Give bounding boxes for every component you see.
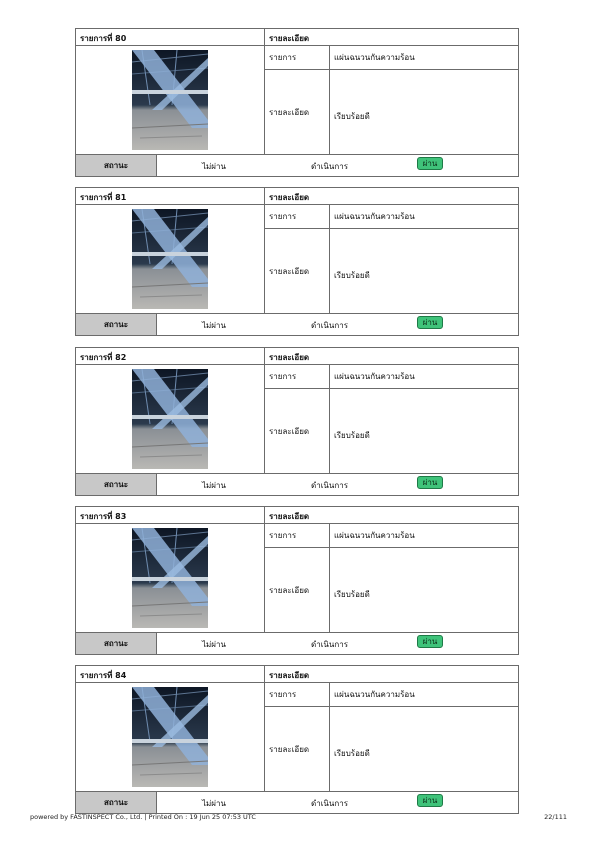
action-option[interactable]: ดำเนินการ	[311, 321, 348, 330]
action-option[interactable]: ดำเนินการ	[311, 481, 348, 490]
item-value: แผ่นฉนวนกันความร้อน	[329, 682, 519, 707]
status-row	[156, 473, 519, 496]
detail-value: เรียบร้อยดี	[329, 706, 519, 792]
status-row	[156, 154, 519, 177]
photo-cell	[75, 204, 265, 314]
pass-status-badge[interactable]: ผ่าน	[417, 157, 443, 170]
inspection-item-card	[75, 506, 519, 655]
action-option[interactable]: ดำเนินการ	[311, 799, 348, 808]
item-number-header: รายการที่ 84	[75, 665, 265, 683]
roof-structure-photo[interactable]	[132, 50, 208, 150]
roof-structure-photo[interactable]	[132, 528, 208, 628]
detail-label: รายละเอียด	[264, 69, 330, 155]
fail-option[interactable]: ไม่ผ่าน	[202, 321, 226, 330]
pass-status-badge[interactable]: ผ่าน	[417, 794, 443, 807]
photo-cell	[75, 682, 265, 792]
footer-credit: powered by FASTINSPECT Co., Ltd. | Printed On : 19 Jun 25 07:53 UTC	[30, 813, 256, 821]
item-label: รายการ	[264, 204, 330, 229]
detail-label: รายละเอียด	[264, 228, 330, 314]
inspection-item-card	[75, 28, 519, 177]
detail-value: เรียบร้อยดี	[329, 547, 519, 633]
item-number-header: รายการที่ 80	[75, 28, 265, 46]
photo-cell	[75, 523, 265, 633]
detail-value: เรียบร้อยดี	[329, 69, 519, 155]
pass-status-badge[interactable]: ผ่าน	[417, 316, 443, 329]
detail-header: รายละเอียด	[264, 187, 519, 205]
status-row	[156, 791, 519, 814]
detail-value: เรียบร้อยดี	[329, 388, 519, 474]
status-label: สถานะ	[75, 791, 157, 814]
status-label: สถานะ	[75, 473, 157, 496]
item-value: แผ่นฉนวนกันความร้อน	[329, 204, 519, 229]
status-row	[156, 313, 519, 336]
item-value: แผ่นฉนวนกันความร้อน	[329, 364, 519, 389]
item-label: รายการ	[264, 45, 330, 70]
inspection-item-card	[75, 347, 519, 496]
item-label: รายการ	[264, 523, 330, 548]
status-label: สถานะ	[75, 632, 157, 655]
inspection-item-card	[75, 665, 519, 814]
item-number-header: รายการที่ 82	[75, 347, 265, 365]
fail-option[interactable]: ไม่ผ่าน	[202, 799, 226, 808]
item-label: รายการ	[264, 364, 330, 389]
photo-cell	[75, 364, 265, 474]
detail-label: รายละเอียด	[264, 706, 330, 792]
fail-option[interactable]: ไม่ผ่าน	[202, 640, 226, 649]
detail-header: รายละเอียด	[264, 347, 519, 365]
item-value: แผ่นฉนวนกันความร้อน	[329, 523, 519, 548]
photo-cell	[75, 45, 265, 155]
inspection-item-card	[75, 187, 519, 336]
status-row	[156, 632, 519, 655]
item-value: แผ่นฉนวนกันความร้อน	[329, 45, 519, 70]
item-label: รายการ	[264, 682, 330, 707]
roof-structure-photo[interactable]	[132, 369, 208, 469]
fail-option[interactable]: ไม่ผ่าน	[202, 481, 226, 490]
detail-header: รายละเอียด	[264, 506, 519, 524]
detail-header: รายละเอียด	[264, 665, 519, 683]
action-option[interactable]: ดำเนินการ	[311, 640, 348, 649]
roof-structure-photo[interactable]	[132, 209, 208, 309]
detail-label: รายละเอียด	[264, 388, 330, 474]
page-number: 22/111	[544, 813, 567, 821]
detail-header: รายละเอียด	[264, 28, 519, 46]
pass-status-badge[interactable]: ผ่าน	[417, 476, 443, 489]
detail-value: เรียบร้อยดี	[329, 228, 519, 314]
item-number-header: รายการที่ 83	[75, 506, 265, 524]
roof-structure-photo[interactable]	[132, 687, 208, 787]
fail-option[interactable]: ไม่ผ่าน	[202, 162, 226, 171]
detail-label: รายละเอียด	[264, 547, 330, 633]
item-number-header: รายการที่ 81	[75, 187, 265, 205]
pass-status-badge[interactable]: ผ่าน	[417, 635, 443, 648]
status-label: สถานะ	[75, 313, 157, 336]
status-label: สถานะ	[75, 154, 157, 177]
action-option[interactable]: ดำเนินการ	[311, 162, 348, 171]
